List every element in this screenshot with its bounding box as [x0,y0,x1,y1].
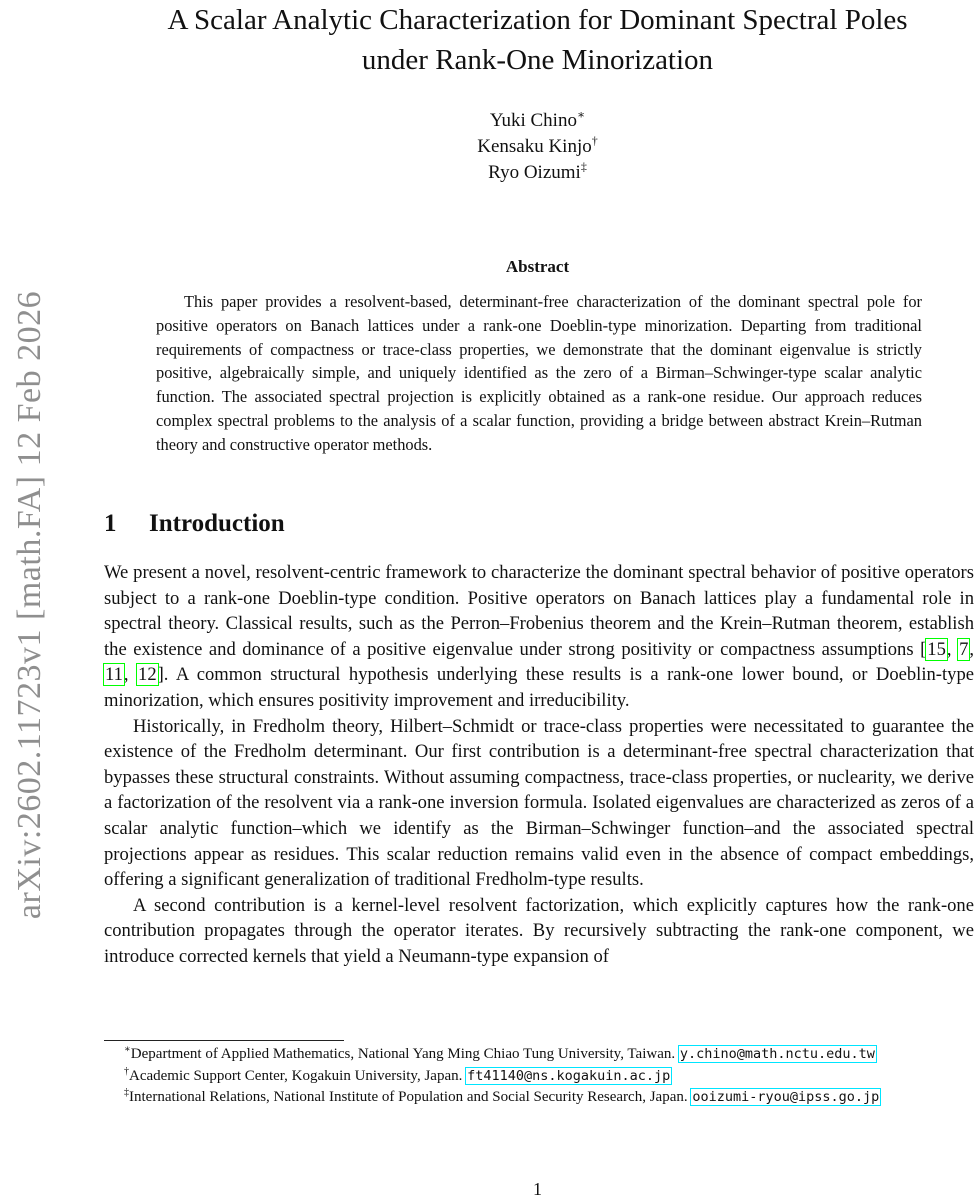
author-footnote-mark[interactable]: ∗ [576,107,586,122]
footnote-text: Academic Support Center, Kogakuin University, Japan. [129,1067,463,1084]
introduction-body [104,560,974,970]
title-line-2: under Rank-One Minorization [361,44,714,76]
footnote-text: International Relations, National Institute of Population and Social Security Research, Japan. [129,1089,688,1105]
paragraph-text: ]. A common structural hypothesis underlying these results is a rank-one lower bound, or Doeblin-type minorization, which ensures positivity improvement and irreducibility. [104,664,975,711]
citation-link[interactable]: 12 [138,664,157,686]
footnotes [104,1044,974,1109]
citation-link[interactable]: 11 [105,664,123,686]
email-link[interactable]: ft41140@ns.kogakuin.ac.jp [467,1067,671,1084]
paragraph: A second contribution is a kernel-level resolvent factorization, which explicitly captures how the rank-one contribution propagates through the operator iterates. By recursively subtracting the rank-one component, we introduce corrected kernels that yield a Neumann-type expansion of [104,894,974,967]
abstract-heading: Abstract [505,257,570,276]
footnote-text: Department of Applied Mathematics, National Yang Ming Chiao Tung University, Taiwan. [130,1046,676,1062]
author-name: Yuki Chino [489,110,577,131]
email-link[interactable]: ooizumi-ryou@ipss.go.jp [692,1089,880,1105]
footnote-divider [104,1040,344,1041]
section-title: Introduction [149,510,285,537]
paragraph-text: We present a novel, resolvent-centric framework to characterize the dominant spectral behavior of positive operators subject to a rank-one Doeblin-type condition. Positive operators on Banach lattices play a fundamental role in spectral theory. Classical results, such as the Perron–Frobenius theorem and the Krein–Rutman theorem, establish the existence and dominance of a positive eigenvalue under strong positivity or compactness assumptions [ [104,562,974,660]
footnote [104,1044,974,1066]
email-link[interactable]: y.chino@math.nctu.edu.tw [679,1046,875,1062]
paragraph: Historically, in Fredholm theory, Hilbert–Schmidt or trace-class properties were necessitated to guarantee the existence of the Fredholm determinant. Our first contribution is a determinant-free spectral characterization that bypasses these structural constraints. Without assuming compactness, trace-class properties, or nuclearity, we derive a factorization of the resolvent via a rank-one inversion formula. Isolated eigenvalues are characterized as zeros of a scalar analytic function–which we identify as the Birman–Schwinger function–and the associated spectral projections appear as residues. This scalar reduction remains valid even in the absence of compact embeddings, offering a significant generalization of traditional Fredholm-type results. [104,715,974,891]
page-number: 1 [533,1179,542,1199]
section-heading-introduction [104,508,285,540]
author-1 [100,108,975,134]
title-line-1: A Scalar Analytic Characterization for Dominant Spectral Poles [167,4,908,36]
author-list [100,108,975,186]
author-footnote-mark[interactable]: ‡ [580,159,587,174]
arxiv-identifier-text: arXiv:2602.11723v1 [math.FA] 12 Feb 2026 [11,290,49,920]
author-footnote-mark[interactable]: † [591,133,598,148]
footnote-mark: ‡ [124,1087,129,1098]
section-number: 1 [104,510,117,537]
author-2 [100,134,975,160]
citation-link[interactable]: 15 [927,638,946,660]
footnote-mark: ∗ [124,1044,131,1055]
author-name: Ryo Oizumi [488,162,581,183]
footnote [104,1087,974,1109]
paragraph: We present a novel, resolvent-centric framework to characterize the dominant spectral behavior of positive operators subject to a rank-one Doeblin-type condition. Positive operators on Banach lattices play a fundamental role in spectral theory. Classical results, such as the Perron–Frobenius theorem and the Krein–Rutman theorem, establish the existence and dominance of a positive eigenvalue under strong positivity or compactness assumptions [15, 7, 11, 12]. A common structural hypothesis underlying these results is a rank-one lower bound, or Doeblin-type minorization, which ensures positivity improvement and irreducibility. [104,562,975,711]
paper-title [100,0,975,80]
arxiv-identifier-stamp [8,245,52,965]
abstract-text: This paper provides a resolvent-based, determinant-free characterization of the dominant spectral pole for positive operators on Banach lattices under a rank-one Doeblin-type minorization. Departing from traditional requirements of compactness or trace-class properties, we demonstrate that the dominant eigenvalue is strictly positive, algebraically simple, and uniquely identified as the zero of a Birman–Schwinger-type scalar analytic function. The associated spectral projection is explicitly obtained as a rank-one residue. Our approach reduces complex spectral problems to the analysis of a scalar function, providing a bridge between abstract Krein–Rutman theory and constructive operator methods. [156,292,922,454]
footnote-mark: † [124,1065,129,1077]
author-3 [100,160,975,186]
author-name: Kensaku Kinjo [477,136,592,157]
citation-link[interactable]: 7 [959,638,969,660]
footnote [104,1066,974,1088]
